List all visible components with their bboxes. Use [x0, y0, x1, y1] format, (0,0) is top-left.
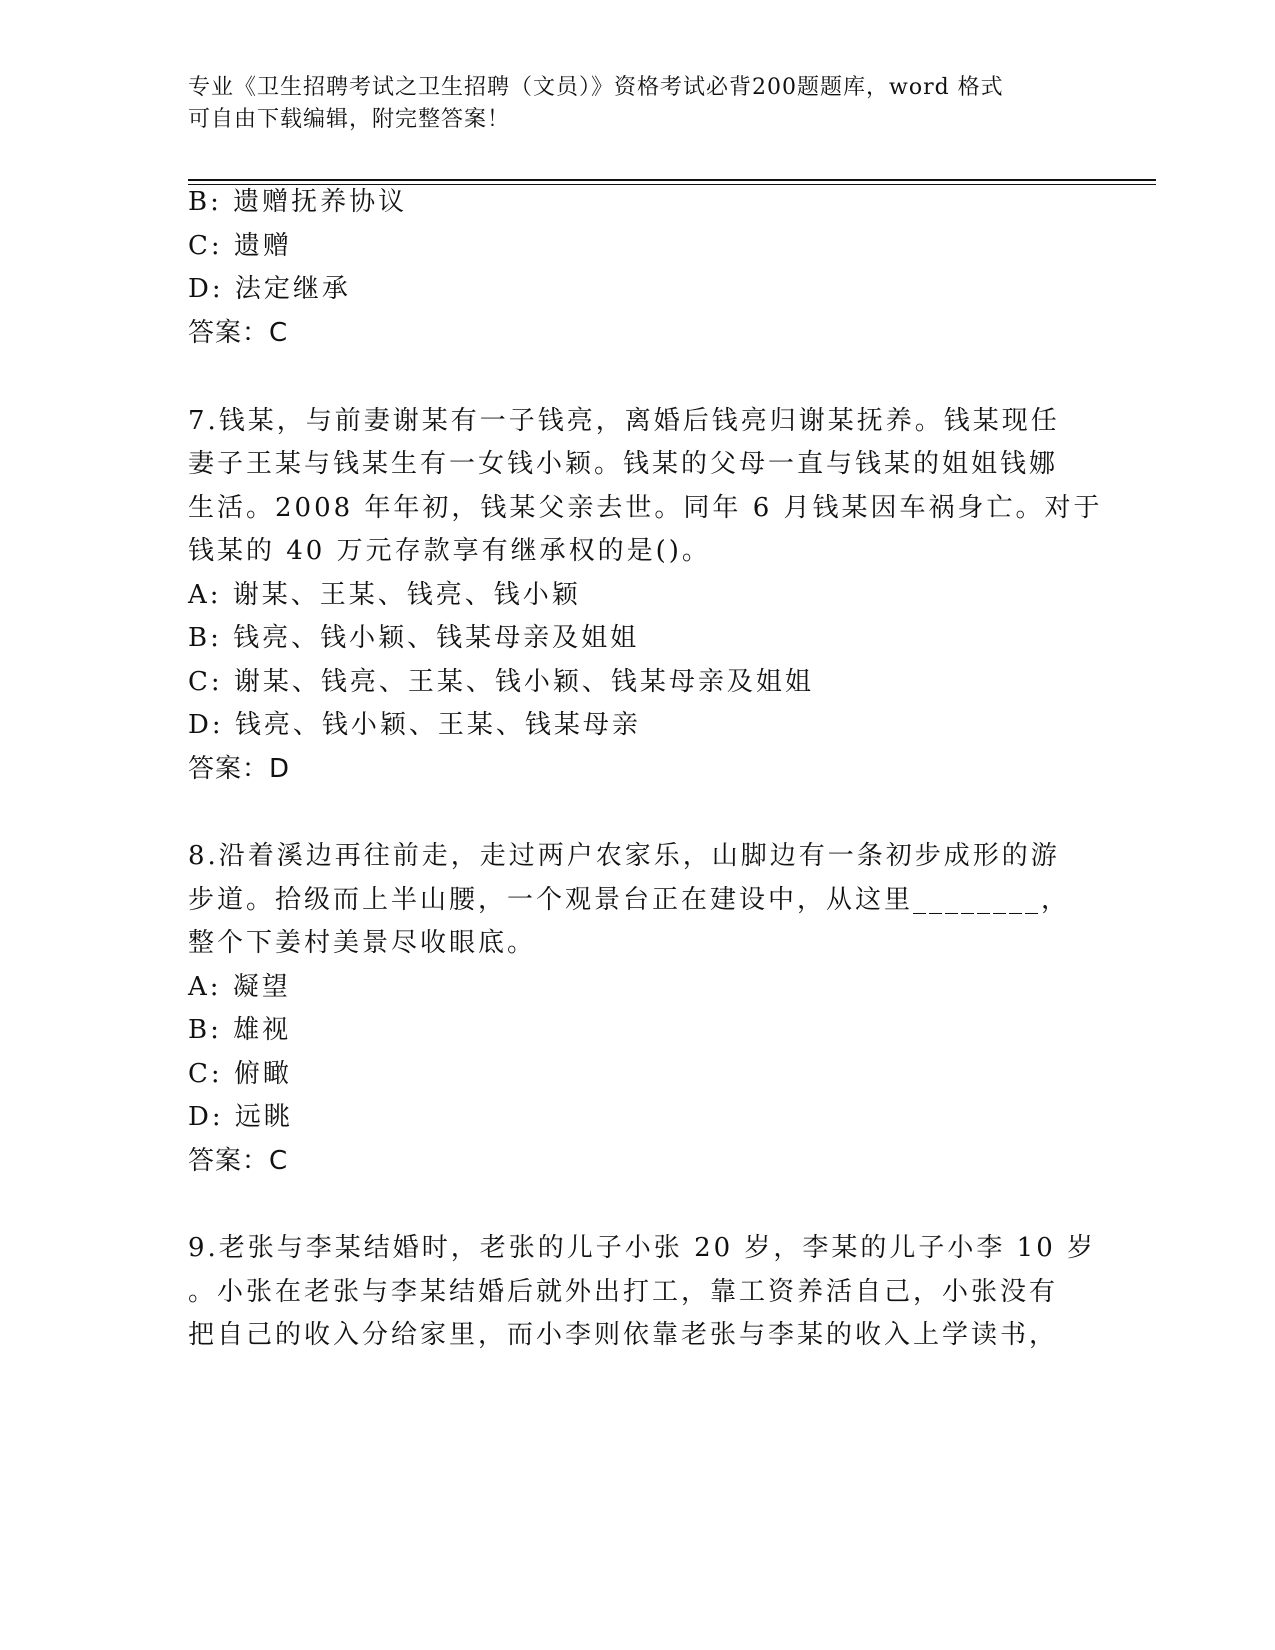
q7-stem-line-4: 钱某的 40 万元存款享有继承权的是()。 [188, 536, 711, 566]
header-title-line-1: 专业《卫生招聘考试之卫生招聘（文员）》资格考试必背200题题库，word 格式 [188, 75, 1004, 100]
q7-option-c: C: 谢某、钱亮、王某、钱小颖、钱某母亲及姐姐 [188, 667, 814, 697]
document-header [188, 72, 1088, 136]
q6-option-c: C: 遗赠 [188, 231, 292, 261]
header-title-line-2: 可自由下载编辑，附完整答案！ [188, 107, 511, 132]
q7-stem-line-1: 7.钱某，与前妻谢某有一子钱亮，离婚后钱亮归谢某抚养。钱某现任 [188, 406, 1060, 436]
q9-stem-line-3: 把自己的收入分给家里，而小李则依靠老张与李某的收入上学读书， [188, 1320, 1059, 1350]
q7-option-d: D: 钱亮、钱小颖、王某、钱某母亲 [188, 710, 641, 740]
q7-option-b: B: 钱亮、钱小颖、钱某母亲及姐姐 [188, 623, 640, 653]
q8-stem-line-2: 步道。拾级而上半山腰，一个观景台正在建设中，从这里________， [188, 885, 1071, 915]
q9-stem-line-2: 。小张在老张与李某结婚后就外出打工，靠工资养活自己，小张没有 [188, 1277, 1059, 1307]
header-divider-thick [188, 179, 1156, 181]
q7-option-a: A: 谢某、王某、钱亮、钱小颖 [188, 580, 581, 610]
q7-answer: 答案：D [188, 754, 291, 784]
q8-stem-line-1: 8.沿着溪边再往前走，走过两户农家乐，山脚边有一条初步成形的游 [188, 841, 1060, 871]
q8-stem-line-3: 整个下姜村美景尽收眼底。 [188, 928, 537, 958]
q6-option-d: D: 法定继承 [188, 274, 351, 304]
q7-stem-line-2: 妻子王某与钱某生有一女钱小颖。钱某的父母一直与钱某的姐姐钱娜 [188, 449, 1059, 479]
q9-stem-line-1: 9.老张与李某结婚时，老张的儿子小张 20 岁，李某的儿子小李 10 岁 [188, 1233, 1097, 1263]
q6-option-b: B: 遗赠抚养协议 [188, 187, 408, 217]
q8-option-c: C: 俯瞰 [188, 1059, 292, 1089]
q6-answer: 答案：C [188, 318, 289, 348]
q8-answer: 答案：C [188, 1146, 289, 1176]
q8-option-b: B: 雄视 [188, 1015, 292, 1045]
q8-option-d: D: 远眺 [188, 1102, 293, 1132]
q7-stem-line-3: 生活。2008 年年初，钱某父亲去世。同年 6 月钱某因车祸身亡。对于 [188, 493, 1103, 523]
q8-option-a: A: 凝望 [188, 972, 291, 1002]
